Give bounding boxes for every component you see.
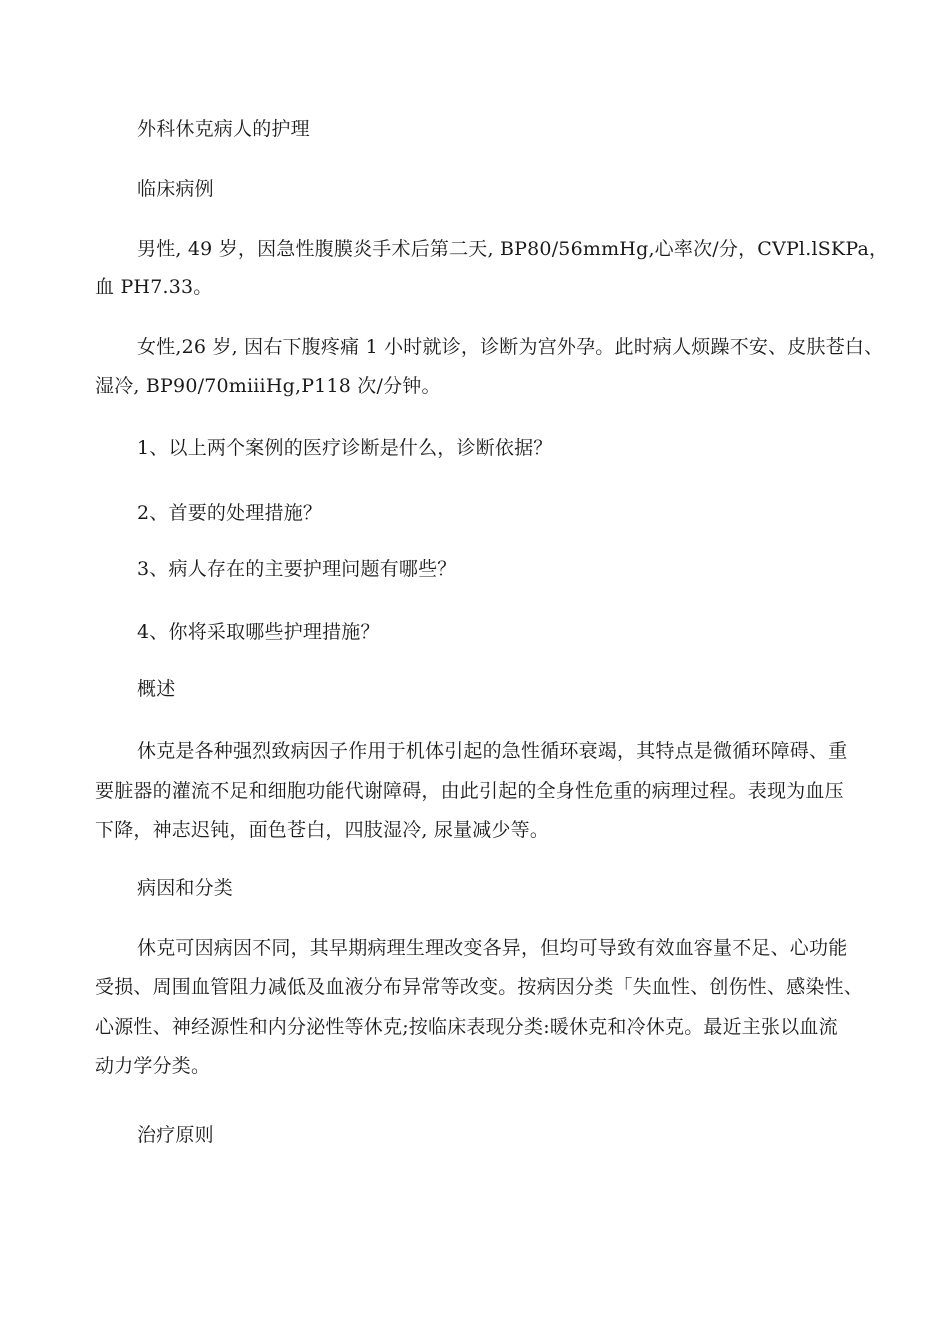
question-1: 1、以上两个案例的医疗诊断是什么，诊断依据？ (137, 437, 553, 459)
section-heading-overview: 概述 (137, 678, 176, 700)
case1-line2: 血 PH7.33。 (95, 276, 213, 298)
overview-line3: 下降，神志迟钝，面色苍白，四肢湿冷, 尿量减少等。 (95, 819, 550, 841)
case1-line1: 男性, 49 岁，因急性腹膜炎手术后第二天, BP80/56mmHg,心率次/分，CVPl.lSKPa， (137, 238, 889, 260)
overview-line1: 休克是各种强烈致病因子作用于机体引起的急性循环衰竭，其特点是微循环障碍、重 (137, 740, 848, 762)
case2-line1: 女性,26 岁, 因右下腹疼痛 1 小时就诊，诊断为宫外孕。此时病人烦躁不安、皮肤苍白、 (137, 336, 884, 358)
section-heading-cause: 病因和分类 (137, 877, 234, 899)
section-heading-case: 临床病例 (137, 178, 214, 200)
document-title: 外科休克病人的护理 (137, 118, 310, 140)
cause-line3: 心源性、神经源性和内分泌性等休克;按临床表现分类:暖休克和冷休克。最近主张以血流 (95, 1016, 838, 1038)
cause-line4: 动力学分类。 (95, 1055, 211, 1077)
overview-line2: 要脏器的灌流不足和细胞功能代谢障碍，由此引起的全身性危重的病理过程。表现为血压 (95, 780, 844, 802)
cause-line1: 休克可因病因不同，其早期病理生理改变各异，但均可导致有效血容量不足、心功能 (137, 937, 848, 959)
case2-line2: 湿冷, BP90/70miiiHg,P118 次/分钟。 (95, 375, 441, 397)
cause-line2: 受损、周围血管阻力减低及血液分布异常等改变。按病因分类「失血性、创伤性、感染性、 (95, 976, 864, 998)
section-heading-treatment: 治疗原则 (137, 1124, 214, 1146)
question-4: 4、你将采取哪些护理措施？ (137, 621, 380, 643)
question-3: 3、病人存在的主要护理问题有哪些？ (137, 558, 457, 580)
question-2: 2、首要的处理措施？ (137, 502, 323, 524)
